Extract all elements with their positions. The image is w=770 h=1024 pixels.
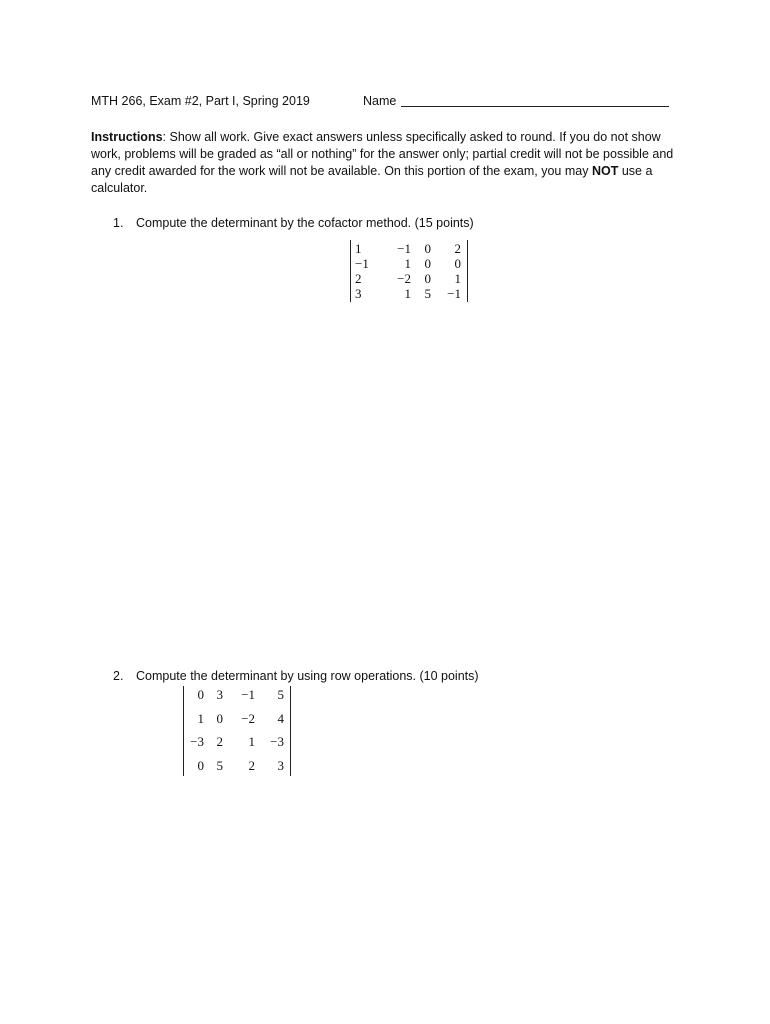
matrix-entry: 0 bbox=[216, 710, 223, 726]
name-blank-line bbox=[401, 106, 669, 107]
matrix-entry: 2 bbox=[454, 241, 461, 256]
problem-2-number: 2. bbox=[113, 669, 124, 683]
matrix-entry: −2 bbox=[397, 271, 411, 286]
instructions bbox=[91, 129, 676, 197]
matrix-entry: 1 bbox=[355, 241, 362, 256]
determinant-1-matrix bbox=[351, 241, 461, 301]
problem-2 bbox=[113, 669, 479, 683]
matrix-row bbox=[351, 241, 461, 256]
matrix-entry: 3 bbox=[277, 757, 284, 773]
matrix-entry: 5 bbox=[424, 286, 431, 301]
matrix-entry: 0 bbox=[424, 241, 431, 256]
instructions-label: Instructions bbox=[91, 130, 163, 144]
exam-header bbox=[91, 94, 397, 108]
matrix-row bbox=[351, 286, 461, 301]
matrix-entry: 1 bbox=[197, 710, 204, 726]
matrix-row bbox=[184, 683, 284, 707]
matrix-entry: 1 bbox=[248, 734, 255, 749]
matrix-entry: 0 bbox=[424, 256, 431, 271]
determinant-2 bbox=[183, 686, 291, 776]
problem-1 bbox=[113, 216, 474, 230]
matrix-entry: −1 bbox=[355, 256, 369, 271]
matrix-entry: −1 bbox=[447, 286, 461, 301]
matrix-entry: −1 bbox=[241, 687, 255, 702]
instructions-not: NOT bbox=[591, 164, 619, 178]
matrix-entry: 2 bbox=[248, 757, 255, 773]
matrix-entry: −3 bbox=[190, 734, 204, 749]
matrix-entry: 2 bbox=[355, 271, 362, 286]
matrix-entry: 0 bbox=[197, 687, 204, 702]
problem-1-prompt: Compute the determinant by the cofactor method. (15 points) bbox=[136, 216, 474, 230]
matrix-row bbox=[184, 707, 284, 731]
matrix-entry: 5 bbox=[216, 757, 223, 773]
matrix-entry: 0 bbox=[454, 256, 461, 271]
matrix-row bbox=[351, 271, 461, 286]
name-label: Name bbox=[363, 94, 397, 108]
matrix-row bbox=[184, 730, 284, 754]
matrix-entry: 1 bbox=[404, 286, 411, 301]
course-title: MTH 266, Exam #2, Part I, Spring 2019 bbox=[91, 94, 310, 108]
instructions-text-end: use a calculator. bbox=[91, 164, 653, 195]
matrix-entry: 3 bbox=[216, 687, 223, 702]
matrix-entry: −3 bbox=[270, 734, 284, 749]
matrix-entry: 1 bbox=[454, 271, 461, 286]
matrix-row bbox=[351, 256, 461, 271]
matrix-entry: 1 bbox=[404, 256, 411, 271]
matrix-entry: 4 bbox=[277, 710, 284, 726]
matrix-entry: 3 bbox=[355, 286, 362, 301]
matrix-entry: −2 bbox=[241, 710, 255, 726]
problem-1-number: 1. bbox=[113, 216, 124, 230]
matrix-row bbox=[184, 754, 284, 778]
matrix-entry: 0 bbox=[424, 271, 431, 286]
matrix-entry: 5 bbox=[277, 687, 284, 702]
problem-2-prompt: Compute the determinant by using row operations. (10 points) bbox=[136, 669, 479, 683]
instructions-text: : Show all work. Give exact answers unless specifically asked to round. If you do not show work, problems will be graded as “all or nothing” for the answer only; partial credit will not be possible and any credit awarded for the work will not be available. On this portion of the exam, you may bbox=[91, 130, 674, 178]
matrix-entry: 2 bbox=[216, 734, 223, 749]
matrix-entry: −1 bbox=[397, 241, 411, 256]
determinant-2-matrix bbox=[184, 683, 284, 777]
matrix-entry: 0 bbox=[197, 757, 204, 773]
determinant-1 bbox=[350, 240, 468, 302]
